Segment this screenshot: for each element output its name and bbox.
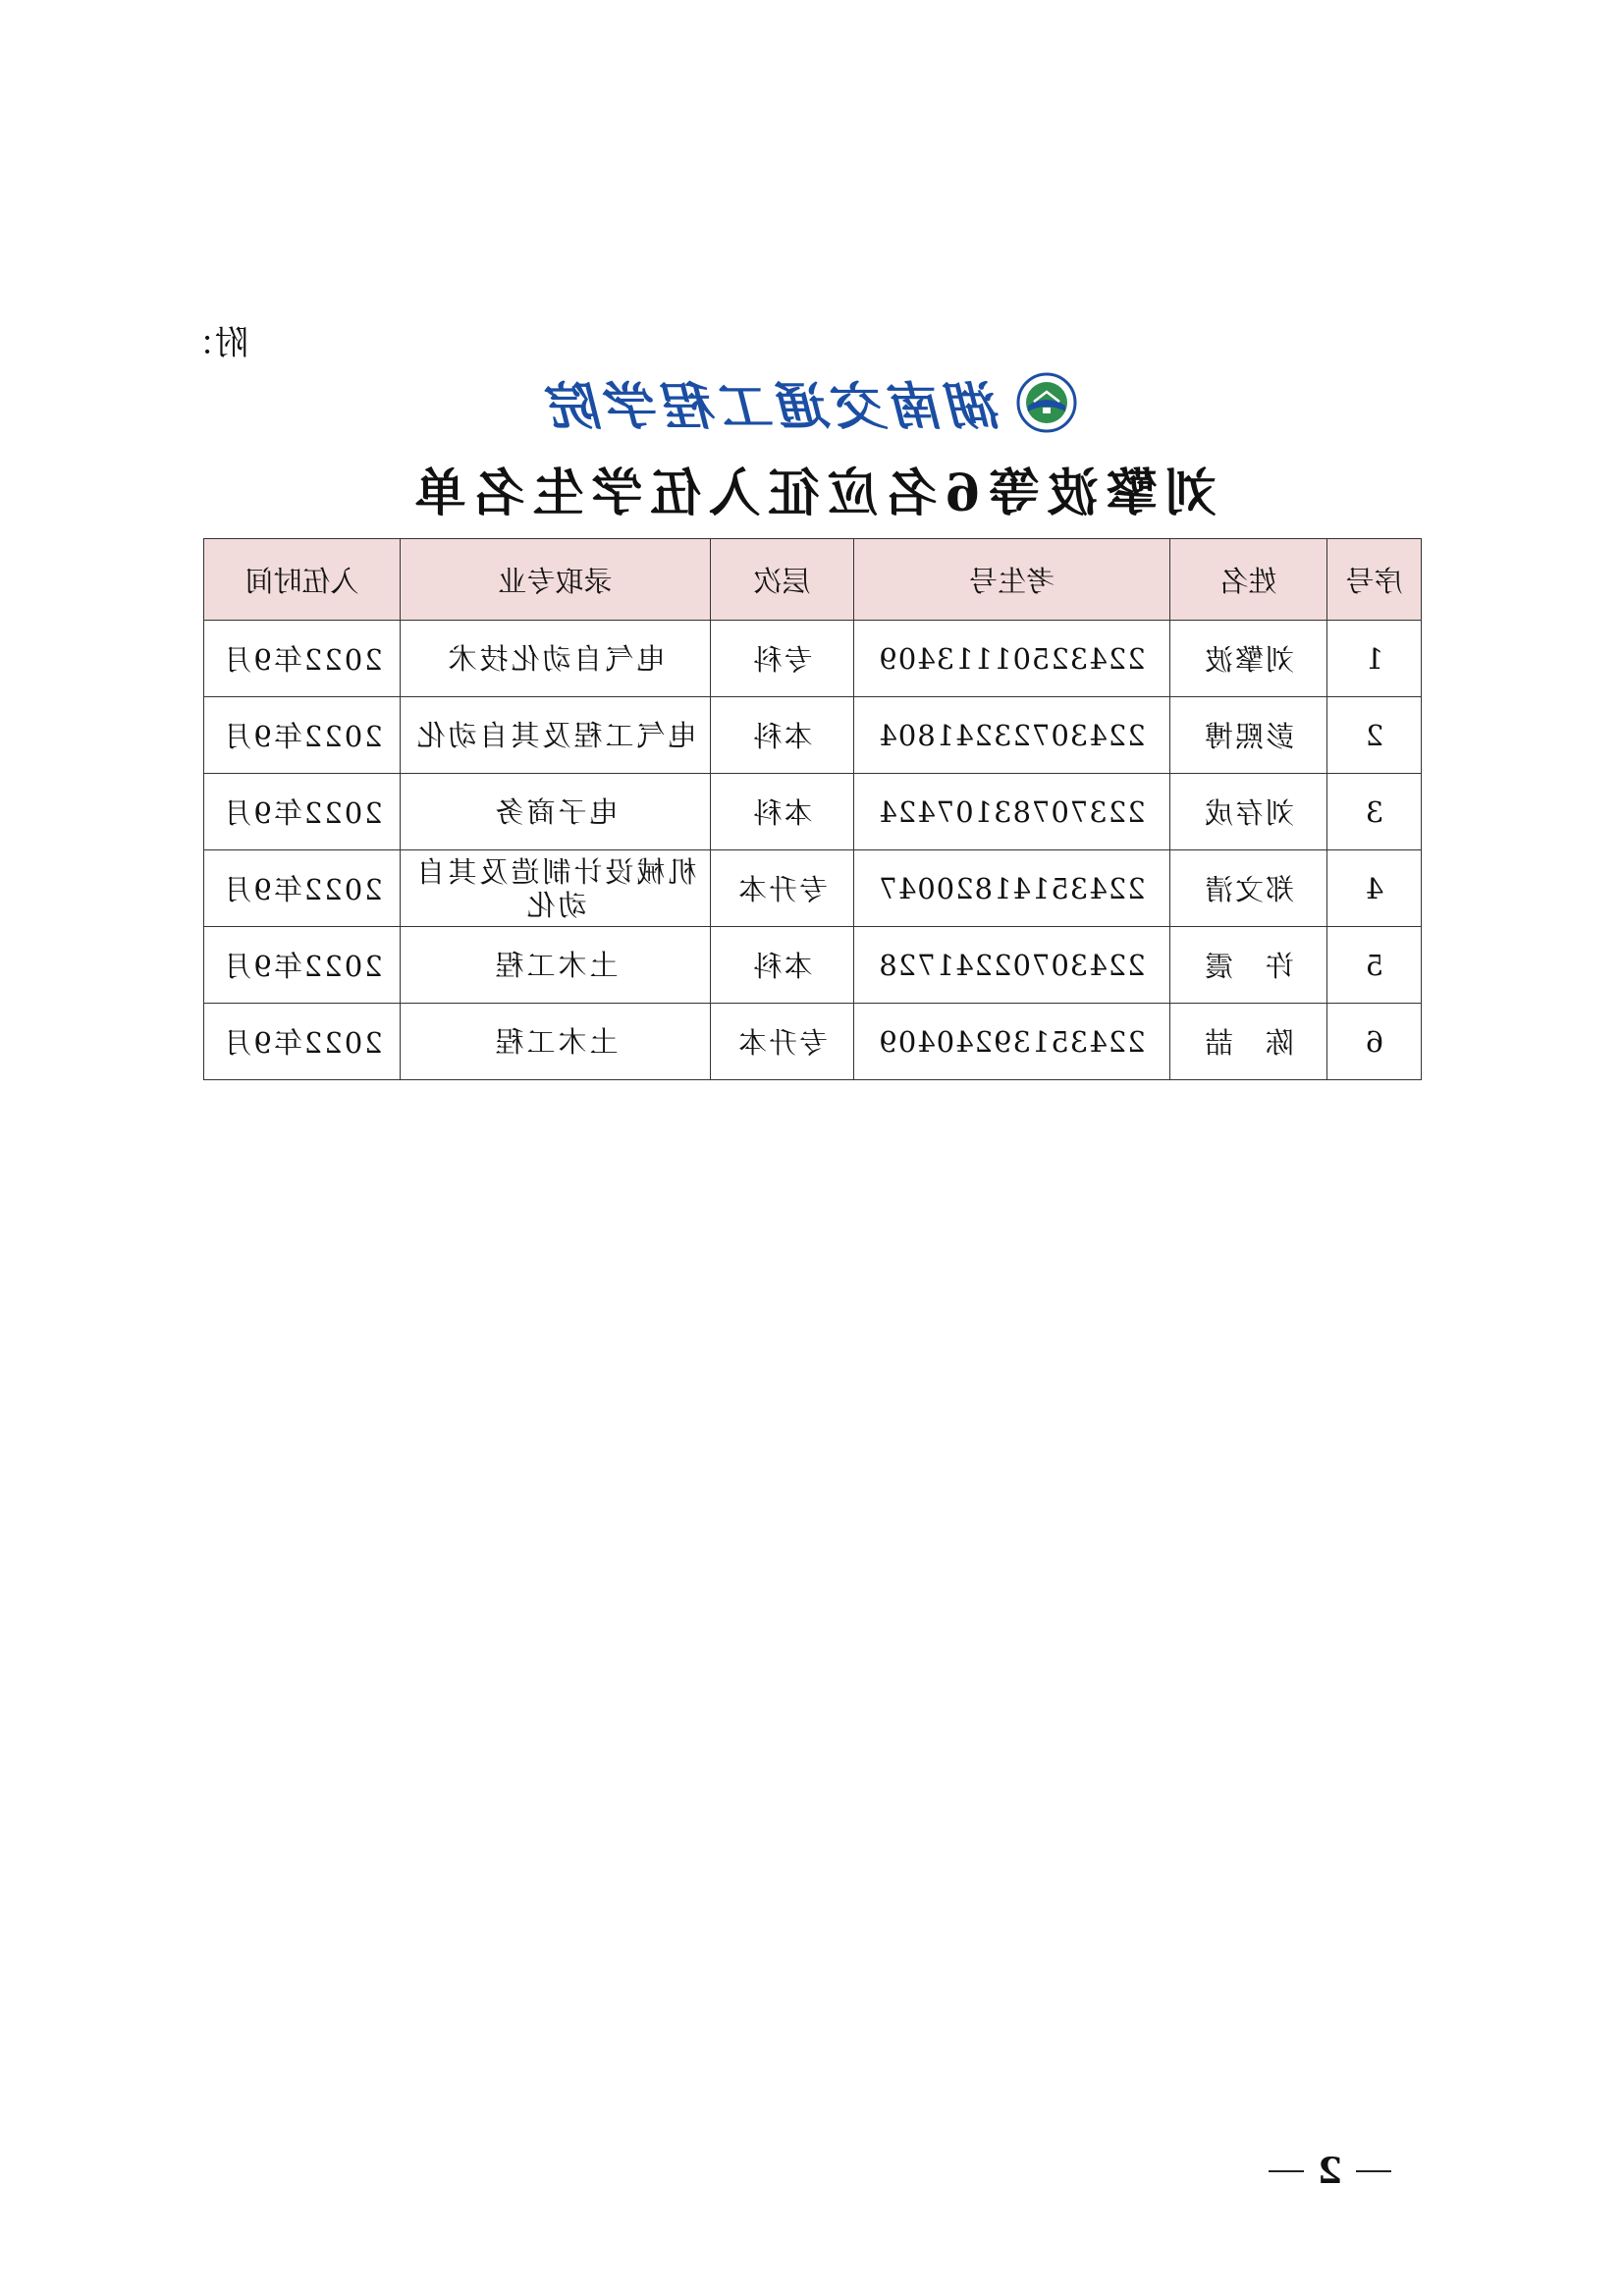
cell-index: 6 — [1327, 1004, 1422, 1080]
table-row — [204, 774, 1422, 850]
cell-enlist-time: 2022年9月 — [204, 927, 401, 1004]
school-logo — [0, 365, 1623, 439]
column-header-level: 层次 — [711, 539, 854, 621]
cell-level: 专科 — [711, 621, 854, 697]
cell-exam-id: 22370783107424 — [854, 774, 1170, 850]
enlistment-table — [203, 538, 1422, 1080]
cell-major: 土木工程 — [401, 1004, 711, 1080]
school-emblem-icon — [1016, 372, 1077, 433]
cell-major: 电气工程及其自动化 — [401, 697, 711, 774]
table-header-row — [204, 539, 1422, 621]
cell-major: 机械设计制造及其自动化 — [401, 850, 711, 927]
page-number-dash-left — [1356, 2170, 1391, 2172]
cell-exam-id: 22430723241804 — [854, 697, 1170, 774]
column-header-name: 姓名 — [1170, 539, 1327, 621]
cell-enlist-time: 2022年9月 — [204, 850, 401, 927]
cell-enlist-time: 2022年9月 — [204, 774, 401, 850]
cell-level: 本科 — [711, 927, 854, 1004]
cell-exam-id: 22432501113409 — [854, 621, 1170, 697]
cell-exam-id: 22435139240409 — [854, 1004, 1170, 1080]
table-row — [204, 927, 1422, 1004]
cell-level: 专升本 — [711, 850, 854, 927]
cell-index: 4 — [1327, 850, 1422, 927]
page-number-footer — [0, 2151, 1623, 2192]
cell-level: 本科 — [711, 697, 854, 774]
cell-name: 陈 喆 — [1170, 1004, 1327, 1080]
table-row — [204, 697, 1422, 774]
column-header-index: 序号 — [1327, 539, 1422, 621]
document-title: 刘擎波等6名应征入伍学生名单 — [406, 464, 1217, 523]
cell-enlist-time: 2022年9月 — [204, 697, 401, 774]
cell-enlist-time: 2022年9月 — [204, 621, 401, 697]
cell-name: 刘存成 — [1170, 774, 1327, 850]
page-number-dash-right — [1269, 2170, 1304, 2172]
cell-exam-id: 22435141820047 — [854, 850, 1170, 927]
cell-name: 许 震 — [1170, 927, 1327, 1004]
cell-major: 电子商务 — [401, 774, 711, 850]
cell-name: 刘擎波 — [1170, 621, 1327, 697]
cell-name: 彭熙博 — [1170, 697, 1327, 774]
cell-name: 郑文清 — [1170, 850, 1327, 927]
table-row — [204, 1004, 1422, 1080]
column-header-major: 录取专业 — [401, 539, 711, 621]
column-header-exam-id: 考生号 — [854, 539, 1170, 621]
cell-index: 2 — [1327, 697, 1422, 774]
cell-major: 土木工程 — [401, 927, 711, 1004]
table-row — [204, 850, 1422, 927]
cell-major: 电气自动化技术 — [401, 621, 711, 697]
cell-exam-id: 22430702241728 — [854, 927, 1170, 1004]
cell-level: 本科 — [711, 774, 854, 850]
cell-index: 1 — [1327, 621, 1422, 697]
cell-level: 专升本 — [711, 1004, 854, 1080]
page-number: 2 — [1317, 2151, 1342, 2192]
column-header-enlist-time: 入伍时间 — [204, 539, 401, 621]
cell-index: 3 — [1327, 774, 1422, 850]
cell-enlist-time: 2022年9月 — [204, 1004, 401, 1080]
table-row — [204, 621, 1422, 697]
school-name: 湖南交通工程学院 — [546, 377, 1002, 437]
cell-index: 5 — [1327, 927, 1422, 1004]
attachment-label: 附： — [182, 324, 248, 363]
